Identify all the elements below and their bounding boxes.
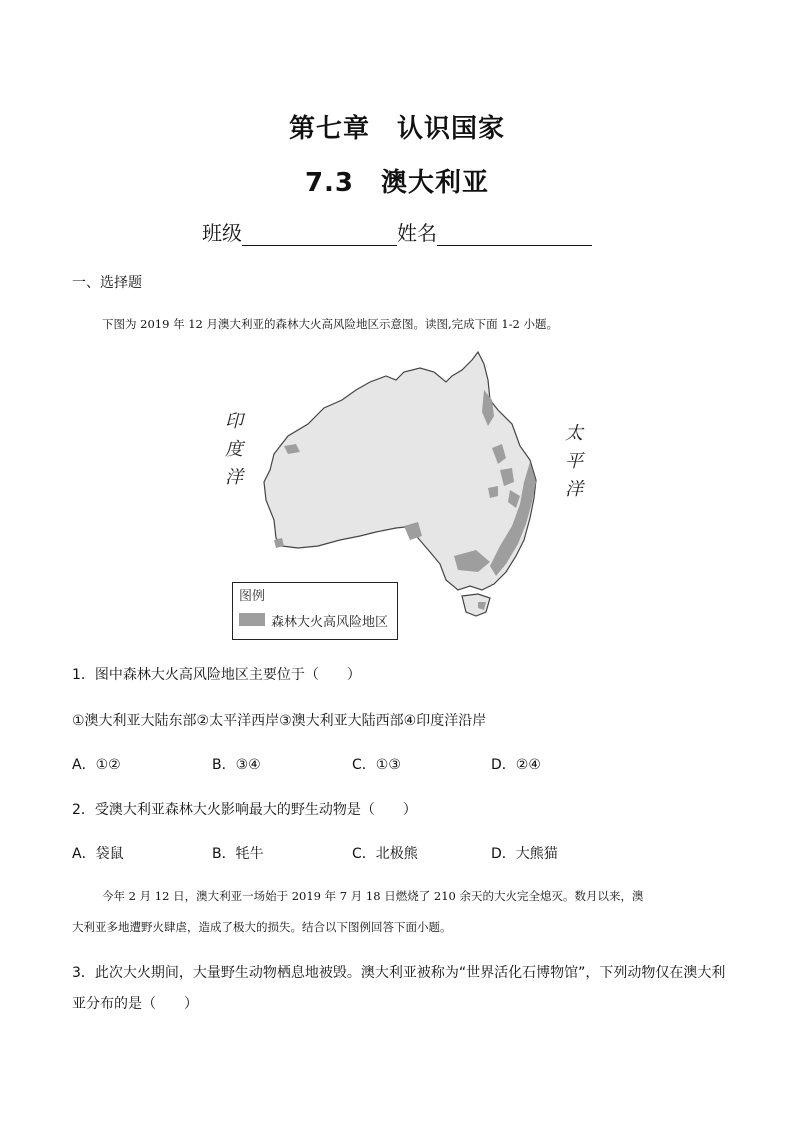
indian-ocean-label [222,408,246,492]
question-1-option-b[interactable]: B．③④ [212,757,261,773]
tasmania [462,594,490,616]
question-2-option-a[interactable]: A．袋鼠 [72,846,124,862]
legend-label: 森林大火高风险地区 [271,615,389,630]
chapter-title: 第七章 认识国家 [288,114,505,144]
question-1-option-d[interactable]: D．②④ [491,757,541,773]
question-2-option-c[interactable]: C．北极熊 [352,846,418,862]
question-1-stem: 1．图中森林大火高风险地区主要位于（ ） [72,667,361,683]
question-1-option-a[interactable]: A．①② [72,757,121,773]
intro-text: 下图为 2019 年 12 月澳大利亚的森林大火高风险地区示意图。读图,完成下面 1-2 小题。 [102,317,559,331]
section-title: 7.3 澳大利亚 [304,168,490,198]
pacific-ocean-char: 洋 [565,479,583,500]
question-1-option-c[interactable]: C．①③ [352,757,401,773]
pacific-ocean-char: 平 [565,451,583,472]
name-blank[interactable] [437,223,592,246]
australia-mainland [264,352,536,590]
question-2-option-d[interactable]: D．大熊猫 [491,846,558,862]
question-3-stem-line-2: 亚分布的是（ ） [72,996,198,1012]
question-1-statements: ①澳大利亚大陆东部②太平洋西岸③澳大利亚大陆西部④印度洋沿岸 [72,713,487,729]
legend-title: 图例 [239,589,266,604]
question-2-stem: 2．受澳大利亚森林大火影响最大的野生动物是（ ） [72,802,417,818]
passage-line-2: 大利亚多地遭野火肆虐，造成了极大的损失。结合以下图例回答下面小题。 [72,920,452,934]
map-legend [232,582,398,640]
question-2-option-b[interactable]: B．牦牛 [212,846,264,862]
question-3-stem-line-1: 3．此次大火期间，大量野生动物栖息地被毁。澳大利亚被称为“世界活化石博物馆”，下列动物仅在澳大利 [72,965,726,981]
pacific-ocean-label [562,420,586,504]
legend-swatch [239,613,265,626]
indian-ocean-char: 洋 [225,467,243,488]
pacific-ocean-char: 太 [565,423,583,444]
class-blank[interactable] [242,223,397,246]
indian-ocean-char: 度 [225,439,243,460]
student-info-line [0,217,794,246]
passage-line-1: 今年 2 月 12 日，澳大利亚一场始于 2019 年 7 月 18 日燃烧了 210 余天的大火完全熄灭。数月以来，澳 [102,889,644,903]
class-label: 班级 [202,221,242,245]
indian-ocean-char: 印 [225,411,243,432]
name-label: 姓名 [397,221,437,245]
section-heading: 一、选择题 [72,275,142,291]
